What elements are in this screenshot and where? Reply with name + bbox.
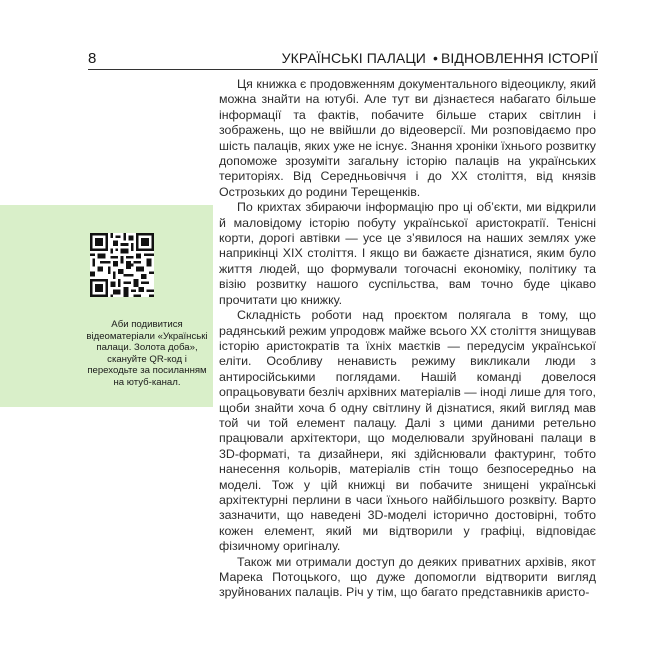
page-number: 8 bbox=[88, 50, 97, 67]
paragraph-4: Також ми отримали доступ до деяких приватних архівів, якот Марека Потоцького, що дуже допомогли відтворити вигляд зруйнованих палаців. Річ у тім, що багато представників аристо- bbox=[219, 554, 596, 600]
header-separator: • bbox=[432, 50, 438, 66]
qr-code-graphic bbox=[90, 233, 154, 297]
qr-code[interactable] bbox=[90, 233, 154, 297]
paragraph-2: По крихтах збираючи інформацію про ці об’єкти, ми відкрили й маловідому історію побуту української аристократії. Тенісні корти, дорогі автівки — усе це з’явилося на наших землях уже наприкінці XIX століття. І якщо ви бажаєте дізнатися, яким було життя людей, що формували тогочасні економіку, політику та візію розвитку нашого суспільства, вам точно буде цікаво прочитати цю книжку. bbox=[219, 200, 596, 307]
section-title: ВІДНОВЛЕННЯ ІСТОРІЇ bbox=[440, 50, 598, 66]
body-text bbox=[219, 77, 596, 601]
sidebar-callout bbox=[0, 205, 213, 407]
book-title: УКРАЇНСЬКІ ПАЛАЦИ bbox=[281, 50, 426, 66]
paragraph-3: Складність роботи над проєктом полягала в тому, що радянський режим упродовж майже всього XX століття знищував історію аристократів та їхніх маєтків — передусім української еліти. Особливу ненависть режиму викликали люди з антиросійськими поглядами. Нашій команді довелося опрацьовувати безліч архівних матеріалів — іноді лише для того, щоби знайти хоча б одну світлину й дізнатися, який вигляд мав той чи той елемент палацу. Далі з цими даними ретельно працювали архітектори, що моделювали зруйновані палаци в 3D-форматі, та дизайнери, які здійснювали фактуринг, тобто нанесення кольорів, матеріалів стін тощо безпосередньо на моделі. Тож у цій книжці ви побачите знищені українські архітектурні перлини в часи їхнього найбільшого розквіту. Варто зазначити, що наведені 3D-моделі історично достовірні, тобто кожен елемент, який ми відтворили у графіці, відповідає фізичному оригіналу. bbox=[219, 308, 596, 554]
header-rule bbox=[88, 69, 598, 70]
paragraph-1: Ця книжка є продовженням документального відеоциклу, який можна знайти на ютубі. Але тут ви дізнаєтеся набагато більше інформації та фактів, побачите більше старих світлин і зображень, що не ввійшли до відеоверсії. Ми розповідаємо про шість палаців, яких уже не існує. Знання хроніки їхнього розвитку допоможе зрозуміти загальну історію палаців на українських територіях. Від Середньовіччя і до XX століття, від князів Острозьких до родини Терещенків. bbox=[219, 77, 596, 199]
running-header bbox=[282, 50, 598, 66]
qr-caption: Аби подивитися відеоматеріали «Українські палаци. Золота доба», скануйте QR-код і переходьте за посиланням на ютуб-канал. bbox=[86, 319, 208, 388]
